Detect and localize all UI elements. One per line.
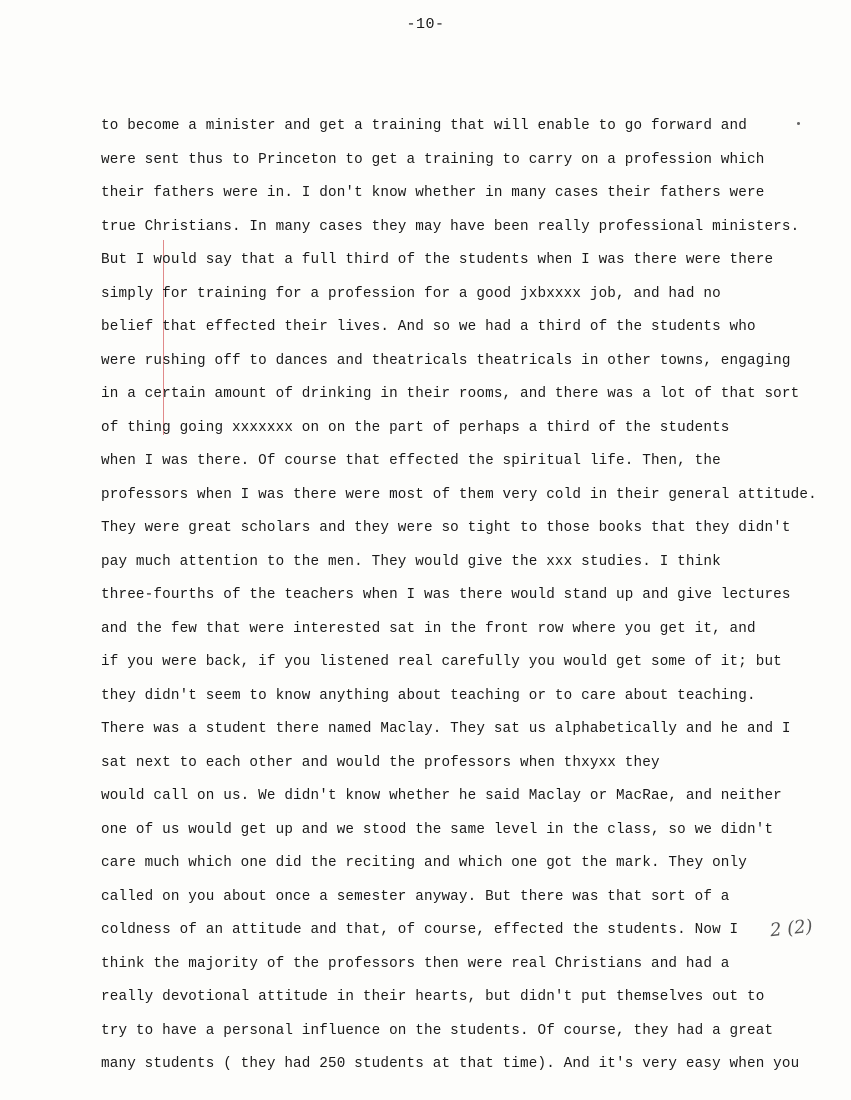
text-line: and the few that were interested sat in the front row where you get it, and (101, 620, 756, 637)
handwritten-margin-note: 2 (2) (769, 915, 814, 942)
text-line: would call on us. We didn't know whether he said Maclay or MacRae, and neither (101, 788, 782, 804)
text-line: to become a minister and get a training that will enable to go forward and (101, 118, 747, 134)
text-line: many students ( they had 250 students at that time). And it's very easy when you (101, 1056, 800, 1072)
text-line: They were great scholars and they were so tight to those books that they didn't (101, 520, 791, 536)
text-line: when I was there. Of course that effected the spiritual life. Then, the (101, 453, 721, 469)
text-line: belief that effected their lives. And so we had a third of the students who (101, 319, 756, 335)
text-line: There was a student there named Maclay. They sat us alphabetically and he and I (101, 721, 791, 737)
text-line: called on you about once a semester anyway. But there was that sort of a (101, 888, 730, 905)
text-line: three-fourths of the teachers when I was there would stand up and give lectures (101, 587, 791, 603)
text-line: if you were back, if you listened real carefully you would get some of it; but (101, 654, 782, 670)
margin-tick-mark (797, 122, 800, 125)
text-line: of thing going xxxxxxx on on the part of perhaps a third of the students (101, 419, 730, 436)
text-line: were sent thus to Princeton to get a training to carry on a profession which (101, 151, 765, 168)
text-line: But I would say that a full third of the students when I was there were there (101, 252, 774, 268)
text-line: coldness of an attitude and that, of course, effected the students. Now I (101, 922, 739, 938)
text-line: in a certain amount of drinking in their rooms, and there was a lot of that sort (101, 386, 800, 402)
text-line: pay much attention to the men. They would give the xxx studies. I think (101, 553, 721, 570)
text-line: their fathers were in. I don't know whether in many cases their fathers were (101, 185, 765, 201)
text-line: simply for training for a profession for a good jxbxxxx job, and had no (101, 285, 721, 302)
text-line: they didn't seem to know anything about teaching or to care about teaching. (101, 687, 756, 704)
text-line: try to have a personal influence on the students. Of course, they had a great (101, 1022, 774, 1039)
text-line: one of us would get up and we stood the same level in the class, so we didn't (101, 821, 774, 838)
text-line: were rushing off to dances and theatricals theatricals in other towns, engaging (101, 352, 791, 369)
text-line: professors when I was there were most of them very cold in their general attitude. (101, 486, 817, 503)
text-line: true Christians. In many cases they may have been really professional ministers. (101, 218, 800, 235)
text-line: care much which one did the reciting and which one got the mark. They only (101, 855, 747, 871)
text-line: really devotional attitude in their hearts, but didn't put themselves out to (101, 989, 765, 1005)
text-line: sat next to each other and would the professors when thxyxx they (101, 754, 660, 771)
text-line: think the majority of the professors then were real Christians and had a (101, 955, 730, 972)
page-number: -10- (406, 16, 445, 33)
